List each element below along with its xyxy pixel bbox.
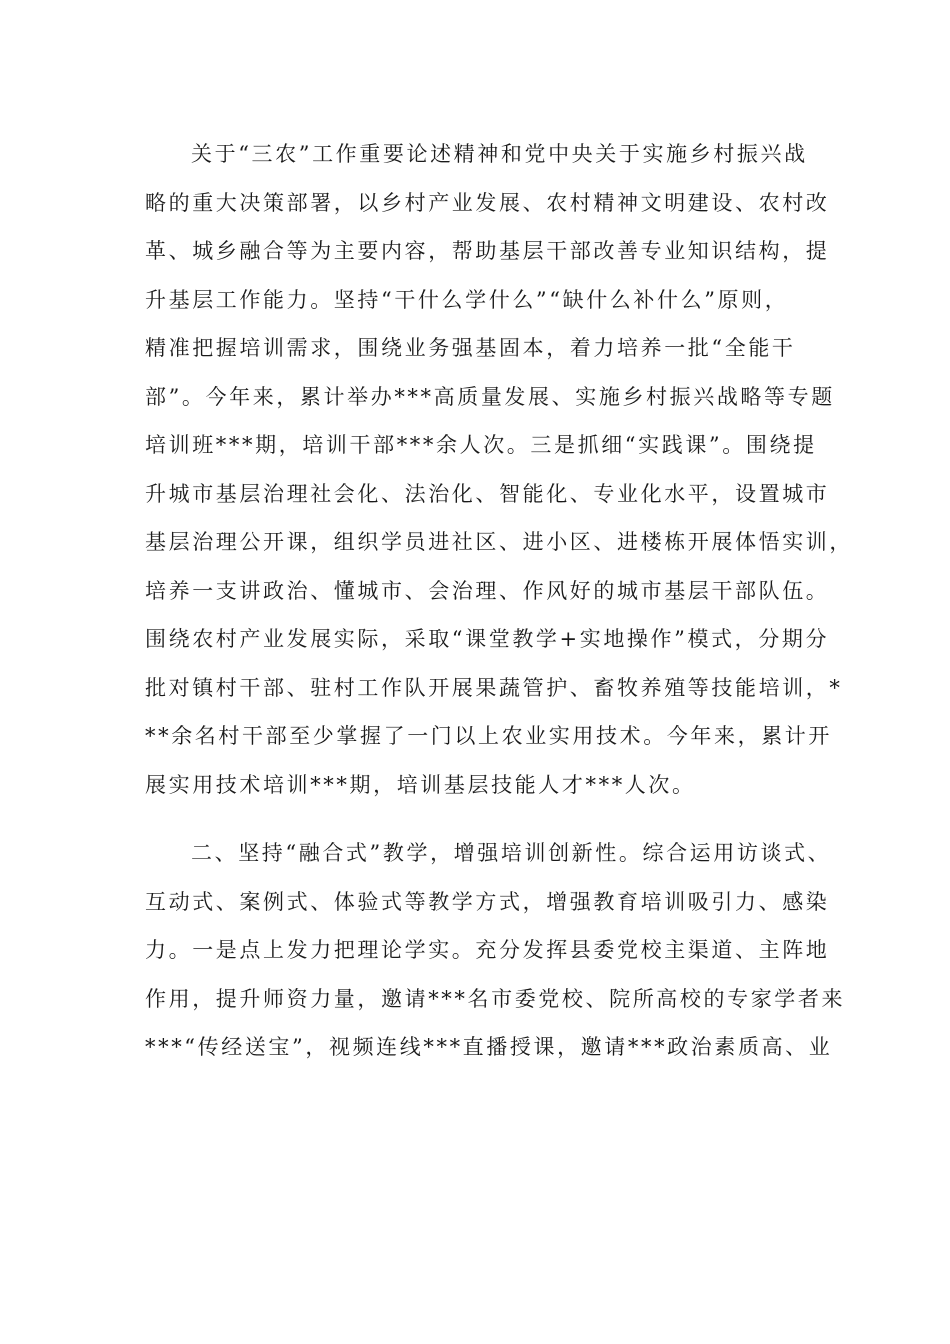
paragraph-1-line-3: 革、城乡融合等为主要内容，帮助基层干部改善专业知识结构，提: [145, 239, 830, 263]
paragraph-1-line-1: 关于“三农”工作重要论述精神和党中央关于实施乡村振兴战: [191, 142, 808, 166]
document-body: [145, 130, 853, 1072]
paragraph-1-line-4: 升基层工作能力。坚持“干什么学什么”“缺什么补什么”原则，: [145, 287, 789, 312]
paragraph-2-line-3: 力。一是点上发力把理论学实。充分发挥县委党校主渠道、主阵地: [145, 938, 830, 962]
paragraph-1-line-7: 培训班***期，培训干部***余人次。三是抓细“实践课”。围绕提: [145, 433, 817, 457]
paragraph-2-line-5: ***“传经送宝”，视频连线***直播授课，邀请***政治素质高、业: [145, 1035, 833, 1059]
paragraph-2-line-2: 互动式、案例式、体验式等教学方式，增强教育培训吸引力、感染: [145, 889, 830, 914]
paragraph-1-line-8: 升城市基层治理社会化、法治化、智能化、专业化水平，设置城市: [145, 481, 830, 506]
paragraph-1-line-5: 精准把握培训需求，围绕业务强基固本，着力培养一批“全能干: [145, 336, 796, 360]
paragraph-2-line-1: 二、坚持“融合式”教学，增强培训创新性。综合运用访谈式、: [191, 841, 832, 865]
paragraph-1-line-9: 基层治理公开课，组织学员进社区、进小区、进楼栋开展体悟实训，: [145, 530, 853, 554]
paragraph-1-line-10: 培养一支讲政治、懂城市、会治理、作风好的城市基层干部队伍。: [145, 578, 830, 603]
paragraph-1-line-2: 略的重大决策部署，以乡村产业发展、农村精神文明建设、农村改: [145, 190, 830, 215]
paragraph-1-line-12: 批对镇村干部、驻村工作队开展果蔬管护、畜牧养殖等技能培训，*: [145, 675, 843, 700]
paragraph-gap: [145, 809, 825, 829]
paragraph-1-line-11: 围绕农村产业发展实际，采取“课堂教学+实地操作”模式，分期分: [145, 627, 830, 651]
paragraph-1-line-6: 部”。今年来，累计举办***高质量发展、实施乡村振兴战略等专题: [145, 384, 835, 409]
paragraph-1-line-13: **余名村干部至少掌握了一门以上农业实用技术。今年来，累计开: [145, 724, 832, 748]
paragraph-1-line-14: 展实用技术培训***期，培训基层技能人才***人次。: [145, 772, 696, 797]
paragraph-2-line-4: 作用，提升师资力量，邀请***名市委党校、院所高校的专家学者来: [145, 986, 846, 1011]
